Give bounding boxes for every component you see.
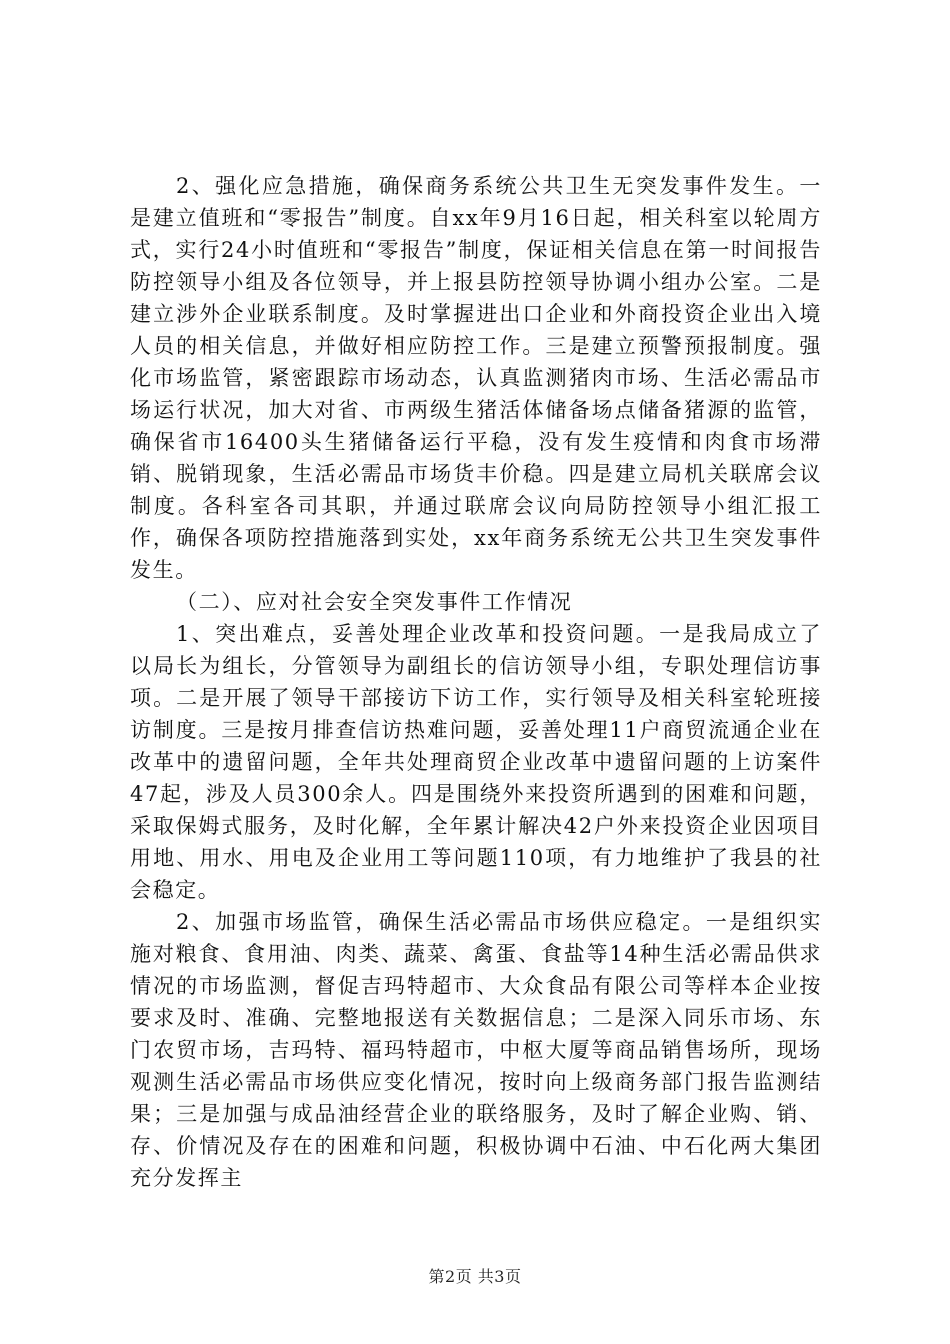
paragraph-emergency-measures: 2、强化应急措施，确保商务系统公共卫生无突发事件发生。一是建立值班和“零报告”制度。自xx年9月16日起，相关科室以轮周方式，实行24小时值班和“零报告”制度，保证相关信息在第一时间报告防控领导小组及各位领导，并上报县防控领导协调小组办公室。二是建立涉外企业联系制度。及时掌握进出口企业和外商投资企业出入境人员的相关信息，并做好相应防控工作。三是建立预警预报制度。强化市场监管，紧密跟踪市场动态，认真监测猪肉市场、生活必需品市场运行状况，加大对省、市两级生猪活体储备场点储备猪源的监管，确保省市16400头生猪储备运行平稳，没有发生疫情和肉食市场滞销、脱销现象，生活必需品市场货丰价稳。四是建立局机关联席会议制度。各科室各司其职，并通过联席会议向局防控领导小组汇报工作，确保各项防控措施落到实处，xx年商务系统无公共卫生突发事件发生。 [130, 174, 822, 582]
paragraph-enterprise-reform: 1、突出难点，妥善处理企业改革和投资问题。一是我局成立了以局长为组长，分管领导为副组长的信访领导小组，专职处理信访事项。二是开展了领导干部接访下访工作，实行领导及相关科室轮班接访制度。三是按月排查信访热难问题，妥善处理11户商贸流通企业在改革中的遗留问题，全年共处理商贸企业改革中遗留问题的上访案件47起，涉及人员300余人。四是围绕外来投资所遇到的困难和问题，采取保姆式服务，及时化解，全年累计解决42户外来投资企业因项目用地、用水、用电及企业用工等问题110项，有力地维护了我县的社会稳定。 [130, 622, 822, 902]
document-body [130, 170, 822, 1194]
paragraph-market-supervision: 2、加强市场监管，确保生活必需品市场供应稳定。一是组织实施对粮食、食用油、肉类、蔬菜、禽蛋、食盐等14种生活必需品供求情况的市场监测，督促吉玛特超市、大众食品有限公司等样本企业按要求及时、准确、完整地报送有关数据信息；二是深入同乐市场、东门农贸市场，吉玛特、福玛特超市，中枢大厦等商品销售场所，现场观测生活必需品市场供应变化情况，按时向上级商务部门报告监测结果；三是加强与成品油经营企业的联络服务，及时了解企业购、销、存、价情况及存在的困难和问题，积极协调中石油、中石化两大集团充分发挥主 [130, 910, 822, 1190]
section-heading-social-security: （二）、应对社会安全突发事件工作情况 [176, 590, 573, 614]
page-number-footer: 第2页 共3页 [428, 1267, 522, 1286]
